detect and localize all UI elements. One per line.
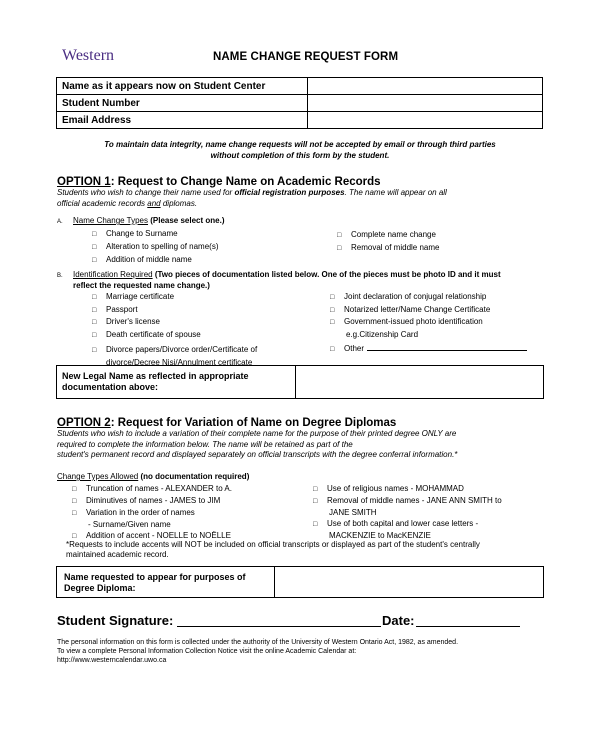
- checkbox-option[interactable]: □ Truncation of names - ALEXANDER to A.: [72, 483, 232, 495]
- integrity-note: [60, 139, 540, 161]
- info-row-name: [57, 78, 543, 95]
- option2-label: OPTION 2: [57, 417, 111, 429]
- checkbox-option[interactable]: □ Driver's license: [92, 316, 257, 329]
- section-b-right-options: [330, 291, 527, 356]
- checkbox-option[interactable]: □ Use of both capital and lower case letters -: [313, 518, 502, 530]
- student-info-table: [56, 77, 543, 129]
- option-continuation: divorce/Decree Nisi/Annulment certificate: [106, 357, 253, 367]
- option1-heading: [57, 176, 381, 188]
- other-field[interactable]: [367, 350, 527, 351]
- checkbox-option[interactable]: □ Diminutives of names - JAMES to JIM: [72, 495, 232, 507]
- signature-line[interactable]: [177, 626, 381, 627]
- option2-left-options: [72, 483, 232, 542]
- legal-name-input[interactable]: [296, 366, 543, 398]
- section-b-heading: B. Identification Required (Two pieces of documentation listed below. One of the pieces must be photo ID and it must reflect the requested name change.): [57, 270, 501, 290]
- checkbox-option[interactable]: □ Notarized letter/Name Change Certificate: [330, 304, 527, 317]
- option2-heading: [57, 417, 396, 429]
- section-a-left-options: [92, 228, 219, 267]
- checkbox-option[interactable]: □ Joint declaration of conjugal relationship: [330, 291, 527, 304]
- checkbox-option[interactable]: □ Divorce papers/Divorce order/Certificate of: [92, 344, 257, 357]
- checkbox-option[interactable]: □ Change to Surname: [92, 228, 219, 241]
- change-types-heading: Change Types Allowed (no documentation required): [57, 472, 250, 481]
- integrity-note-line: To maintain data integrity, name change requests will not be accepted by email or through third parties: [104, 140, 496, 149]
- checkbox-option[interactable]: □ Alteration to spelling of name(s): [92, 241, 219, 254]
- diploma-name-input[interactable]: [275, 567, 543, 597]
- option-continuation: - Surname/Given name: [88, 520, 171, 529]
- diploma-name-label-cell: Name requested to appear for purposes of Degree Diploma:: [57, 567, 275, 597]
- section-a-heading: A. Name Change Types (Please select one.): [57, 216, 225, 225]
- info-label: Name as it appears now on Student Center: [57, 78, 308, 95]
- checkbox-option[interactable]: □ Use of religious names - MOHAMMAD: [313, 483, 502, 495]
- checkbox-option[interactable]: □ Removal of middle names - JANE ANN SMITH to: [313, 495, 502, 507]
- section-a-right-options: [337, 229, 439, 255]
- option1-title: : Request to Change Name on Academic Records: [110, 176, 381, 188]
- legal-name-label-cell: New Legal Name as reflected in appropriate documentation above:: [57, 366, 296, 398]
- option2-description: Students who wish to include a variation of their complete name for the purpose of their printed degree ONLY are required to complete the information below. The name will be retained as part of the student's permanent record and displayed separately on official transcripts with the degree conferral information.*: [57, 429, 458, 459]
- option1-label: OPTION 1: [57, 176, 111, 188]
- option-continuation: e.g.Citizenship Card: [346, 329, 419, 339]
- diploma-name-box: [56, 566, 544, 598]
- privacy-notice: The personal information on this form is collected under the authority of the University of Western Ontario Act, 1982, as amended. To view a complete Personal Information Collection Notice visit the online Academic Calendar at: http://www.westerncalendar.uwo.ca: [57, 638, 557, 665]
- checkbox-option[interactable]: □ Variation in the order of names: [72, 507, 232, 519]
- checkbox-option[interactable]: □ Other: [330, 344, 364, 353]
- checkbox-option[interactable]: □ Marriage certificate: [92, 291, 257, 304]
- option1-description: Students who wish to change their name used for official registration purposes. The name will appear on all official academic records and diplomas.: [57, 188, 447, 208]
- signature-label: Student Signature:: [57, 613, 174, 628]
- accent-note: *Requests to include accents will NOT be included on official transcripts or displayed as part of the student's centrally maintained academic record.: [66, 540, 480, 559]
- info-row-student-number: [57, 95, 543, 112]
- section-b-left-options: [92, 291, 257, 369]
- option2-right-options: [313, 483, 502, 541]
- info-row-email: [57, 112, 543, 129]
- option-continuation: MACKENZIE to MacKENZIE: [329, 531, 431, 540]
- date-line[interactable]: [416, 626, 520, 627]
- option-continuation: JANE SMITH: [329, 508, 377, 517]
- info-label: Email Address: [57, 112, 308, 129]
- student-number-field[interactable]: [308, 95, 543, 112]
- legal-name-box: [56, 365, 544, 399]
- integrity-note-line: without completion of this form by the student.: [210, 151, 390, 160]
- info-label: Student Number: [57, 95, 308, 112]
- checkbox-option[interactable]: □ Addition of accent - NOELLE to NOËLLE: [72, 530, 232, 542]
- checkbox-option[interactable]: □ Government-issued photo identification: [330, 316, 527, 329]
- date-label: Date:: [382, 613, 415, 628]
- calendar-link[interactable]: http://www.westerncalendar.uwo.ca: [57, 657, 167, 664]
- option2-title: : Request for Variation of Name on Degree Diplomas: [110, 417, 397, 429]
- checkbox-option[interactable]: □ Complete name change: [337, 229, 439, 242]
- email-field[interactable]: [308, 112, 543, 129]
- checkbox-option[interactable]: □ Removal of middle name: [337, 242, 439, 255]
- form-title: NAME CHANGE REQUEST FORM: [213, 51, 399, 63]
- checkbox-option[interactable]: □ Passport: [92, 304, 257, 317]
- current-name-field[interactable]: [308, 78, 543, 95]
- university-logo: Western: [62, 47, 115, 64]
- checkbox-option[interactable]: □ Addition of middle name: [92, 254, 219, 267]
- checkbox-option[interactable]: □ Death certificate of spouse: [92, 329, 257, 342]
